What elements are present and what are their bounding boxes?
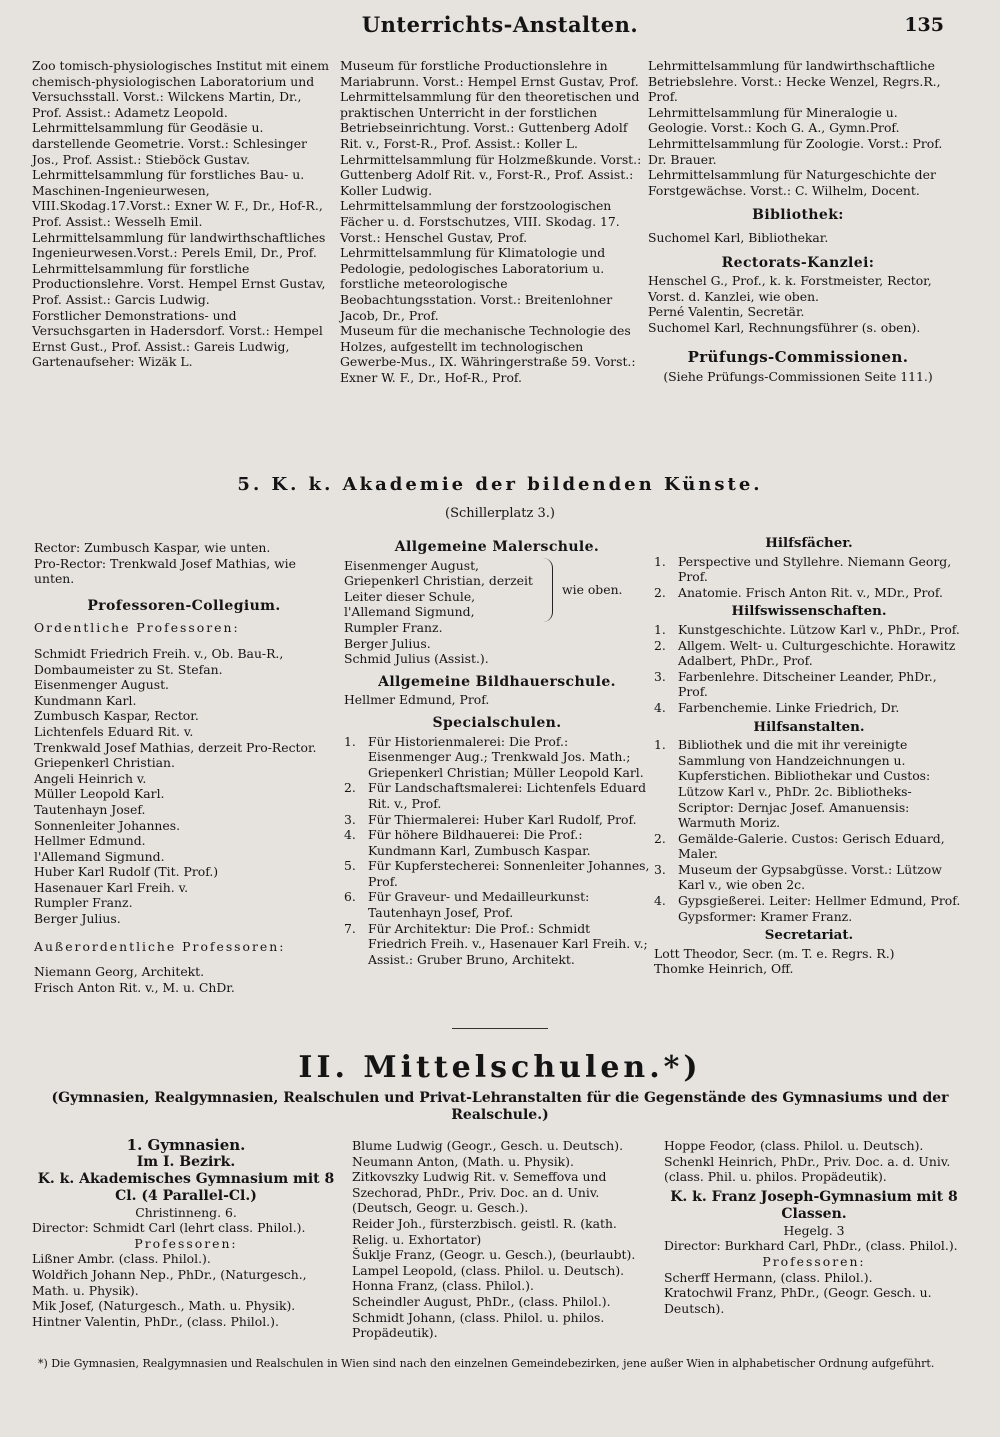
bibliothek-heading: Bibliothek: <box>752 207 844 224</box>
special-item <box>344 889 650 920</box>
item-text: Kunstgeschichte. Lützow Karl v., PhDr., Prof. <box>678 621 960 637</box>
list-item: Mik Josef, (Naturgesch., Math. u. Physik). <box>32 1298 296 1314</box>
item-number: 3. <box>654 861 666 877</box>
professoren-label: Professoren: <box>134 1235 238 1251</box>
section-address: (Schillerplatz 3.) <box>445 506 555 521</box>
brace-label: wie oben. <box>562 581 623 597</box>
item-text: Für Architektur: Die Prof.: Schmidt Friedrich Freih. v., Hasenauer Karl Freih. v.; Assist.: Gruber Bruno, Architekt. <box>368 920 648 967</box>
hilfswiss-item <box>654 700 964 716</box>
school-address: Christinneng. 6. <box>135 1204 237 1220</box>
list-item: Lampel Leopold, (class. Philol. u. Deutsch). <box>352 1262 625 1278</box>
item-text: Allgem. Welt- u. Culturgeschichte. Horawitz Adalbert, PhDr., Prof. <box>678 637 956 669</box>
entry: (Siehe Prüfungs-Commissionen Seite 111.) <box>663 369 933 385</box>
item-number: 7. <box>344 920 356 936</box>
list-item: Sonnenleiter Johannes. <box>34 817 181 833</box>
school-address: Hegelg. 3 <box>783 1222 845 1238</box>
list-item: Berger Julius. <box>34 911 121 927</box>
entry: Lehrmittelsammlung für landwirthschaftliches Ingenieurwesen.Vorst.: Perels Emil, Dr., Prof. <box>32 229 326 261</box>
mittel-column-3 <box>664 1138 964 1316</box>
list-item: l'Allemand Sigmund. <box>34 848 165 864</box>
section-divider <box>452 1028 548 1029</box>
item-text: Für Landschaftsmalerei: Lichtenfels Eduard Rit. v., Prof. <box>368 780 647 811</box>
akademie-column-2 <box>344 536 650 967</box>
item-number: 2. <box>654 584 666 600</box>
item-text: Für höhere Bildhauerei: Die Prof.: Kundmann Karl, Zumbusch Kaspar. <box>368 827 591 858</box>
hilfsanstalt-item <box>654 893 964 924</box>
hilfswiss-item <box>654 638 964 669</box>
hilfswissenschaften-heading: Hilfswissenschaften. <box>731 603 887 620</box>
list-item: Griepenkerl Christian. <box>34 755 175 771</box>
item-number: 6. <box>344 889 356 905</box>
list-item: Schmidt Friedrich Freih. v., Ob. Bau-R., Dombaumeister zu St. Stefan. <box>34 645 284 677</box>
bildhauerschule-heading: Allgemeine Bildhauerschule. <box>378 673 616 690</box>
list-item: Woldřich Johann Nep., PhDr., (Naturgesch., Math. u. Physik). <box>32 1266 307 1298</box>
rectorat-heading: Rectorats-Kanzlei: <box>721 254 875 271</box>
item-number: 1. <box>654 737 666 753</box>
hilfsfach-item <box>654 585 964 601</box>
item-number: 2. <box>654 637 666 653</box>
entry: Lehrmittelsammlung für Zoologie. Vorst.: Prof. Dr. Brauer. <box>648 135 943 167</box>
section-title-akademie: 5. K. k. Akademie der bildenden Künste. <box>237 474 763 495</box>
special-item <box>344 734 650 781</box>
list-item: Rumpler Franz. <box>34 895 133 911</box>
hilfsanstalt-item <box>654 862 964 893</box>
item-text: Gemälde-Galerie. Custos: Gerisch Eduard, Maler. <box>678 830 945 862</box>
list-item: Lott Theodor, Secr. (m. T. e. Regrs. R.) <box>654 945 895 961</box>
footnote: *) Die Gymnasien, Realgymnasien und Realschulen in Wien sind nach den einzelnen Gemeindebezirken, jene außer Wien in alphabetischer Ordnung aufgeführt. <box>38 1357 935 1370</box>
hilfsanstalten-heading: Hilfsanstalten. <box>753 718 865 735</box>
item-text: Für Graveur- und Medailleurkunst: Tautenhayn Josef, Prof. <box>368 889 590 921</box>
item-number: 4. <box>654 699 666 715</box>
mittel-column-2 <box>352 1138 656 1341</box>
list-item: Scherff Hermann, (class. Philol.). <box>664 1269 873 1285</box>
item-text: Farbenchemie. Linke Friedrich, Dr. <box>678 699 900 715</box>
item-number: 3. <box>344 811 356 827</box>
list-item: l'Allemand Sigmund, <box>344 604 475 620</box>
item-number: 1. <box>654 553 666 569</box>
list-item: Lichtenfels Eduard Rit. v. <box>34 723 194 739</box>
brace-names <box>344 558 544 636</box>
item-text: Gypsgießerei. Leiter: Hellmer Edmund, Prof. Gypsformer: Kramer Franz. <box>678 893 961 924</box>
list-item: Neumann Anton, (Math. u. Physik). <box>352 1153 574 1169</box>
list-item: Schmid Julius (Assist.). <box>344 651 489 667</box>
pruefung-heading: Prüfungs-Commissionen. <box>687 347 909 366</box>
mittel-column-1 <box>32 1138 340 1329</box>
special-item <box>344 812 650 828</box>
list-item: Hellmer Edmund. <box>34 833 146 849</box>
item-number: 4. <box>654 893 666 909</box>
entry: Lehrmittelsammlung für landwirthschaftliche Betriebslehre. Vorst.: Hecke Wenzel, Regrs.R., Prof. <box>648 58 941 105</box>
list-item: Thomke Heinrich, Off. <box>654 961 794 977</box>
list-item: Reider Joh., fürsterzbisch. geistl. R. (kath. Relig. u. Exhortator) <box>352 1215 617 1247</box>
list-item: Šuklje Franz, (Geogr. u. Gesch.), (beurlaubt). <box>352 1247 636 1263</box>
curly-brace <box>542 558 553 622</box>
entry: Lehrmittelsammlung für Mineralogie u. Geologie. Vorst.: Koch G. A., Gymn.Prof. <box>648 104 900 136</box>
section-title-mittelschulen: II. Mittelschulen.*) <box>298 1050 702 1085</box>
item-text: Bibliothek und die mit ihr vereinigte Sammlung von Handzeichnungen u. Kupferstichen. Bibliothekar und Custos: Lützow Karl v., PhDr. 2c. Bibliotheks-Scriptor: Dernjac Josef. Amanuensis: Warmuth Moriz. <box>678 737 931 831</box>
rector: Rector: Zumbusch Kaspar, wie unten. <box>34 540 271 555</box>
entry: Perné Valentin, Secretär. <box>648 304 805 320</box>
special-item <box>344 858 650 889</box>
entry: Lehrmittelsammlung für Klimatologie und Pedologie, pedologisches Laboratorium u. forstliche meteorologische Beobachtungsstation. Vorst.: Breitenlohner Jacob, Dr., Prof. <box>340 245 613 323</box>
director: Director: Schmidt Carl (lehrt class. Philol.). <box>32 1220 306 1236</box>
director: Director: Burkhard Carl, PhDr., (class. Philol.). <box>664 1238 958 1254</box>
list-item: Honna Franz, (class. Philol.). <box>352 1278 534 1294</box>
item-text: Farbenlehre. Ditscheiner Leander, PhDr., Prof. <box>678 668 937 700</box>
entry: Lehrmittelsammlung für Naturgeschichte der Forstgewächse. Vorst.: C. Wilhelm, Docent. <box>648 167 936 198</box>
bezirk-heading: Im I. Bezirk. <box>136 1153 236 1170</box>
malerschule-heading: Allgemeine Malerschule. <box>394 539 600 555</box>
list-item: Rumpler Franz. <box>344 619 443 635</box>
section-subtitle-mittelschulen: (Gymnasien, Realgymnasien, Realschulen und Privat-Lehranstalten für die Gegenstände des Gymnasiums und der Realschule.) <box>51 1090 949 1123</box>
ausserordentliche-label: Außerordentliche Professoren: <box>34 938 286 954</box>
school-name: K. k. Franz Joseph-Gymnasium mit 8 Classen. <box>670 1188 958 1222</box>
list-item: Griepenkerl Christian, derzeit Leiter dieser Schule, <box>344 573 533 604</box>
secretariat-heading: Secretariat. <box>764 927 854 944</box>
school-name: K. k. Akademisches Gymnasium mit 8 Cl. (4 Parallel-Cl.) <box>37 1170 335 1204</box>
special-item <box>344 780 650 811</box>
special-item <box>344 921 650 968</box>
top-column-1 <box>32 58 334 370</box>
entry: Museum für forstliche Productionslehre in Mariabrunn. Vorst.: Hempel Ernst Gustav, Prof. <box>340 58 639 89</box>
list-item: Zumbusch Kaspar, Rector. <box>34 708 199 724</box>
item-text: Für Thiermalerei: Huber Karl Rudolf, Prof. <box>368 811 637 827</box>
item-number: 1. <box>654 621 666 637</box>
item-number: 2. <box>654 830 666 846</box>
running-header <box>0 12 1000 44</box>
list-item: Hoppe Feodor, (class. Philol. u. Deutsch). <box>664 1138 924 1153</box>
hilfsanstalt-item <box>654 831 964 862</box>
list-item: Hasenauer Karl Freih. v. <box>34 879 189 895</box>
item-text: Anatomie. Frisch Anton Rit. v., MDr., Prof. <box>678 584 943 600</box>
professoren-label: Professoren: <box>762 1253 866 1269</box>
entry: Lehrmittelsammlung für Geodäsie u. darstellende Geometrie. Vorst.: Schlesinger Jos., Prof. Assist.: Stieböck Gustav. <box>32 120 307 167</box>
entry: Lehrmittelsammlung für forstliche Productionslehre. Vorst. Hempel Ernst Gustav, Prof. Assist.: Garcis Ludwig. <box>32 260 326 307</box>
item-number: 5. <box>344 858 356 874</box>
list-item: Berger Julius. <box>344 635 431 651</box>
list-item: Hellmer Edmund, Prof. <box>344 692 490 708</box>
list-item: Trenkwald Josef Mathias, derzeit Pro-Rector. <box>34 739 317 755</box>
entry: Lehrmittelsammlung der forstzoologischen Fächer u. d. Forstschutzes, VIII. Skodag. 17. Vorst.: Henschel Gustav, Prof. <box>340 198 620 245</box>
specialschulen-heading: Specialschulen. <box>432 714 562 731</box>
hilfsfach-item <box>654 554 964 585</box>
entry: Lehrmittelsammlung für forstliches Bau- u. Maschinen-Ingenieurwesen, VIII.Skodag.17.Vorst.: Exner W. F., Dr., Hof-R., Prof. Assist.: Wesselh Emil. <box>32 167 323 229</box>
ordentliche-label: Ordentliche Professoren: <box>34 620 240 636</box>
item-number: 1. <box>344 733 356 749</box>
special-item <box>344 827 650 858</box>
list-item: Schmidt Johann, (class. Philol. u. philos. Propädeutik). <box>352 1309 605 1341</box>
list-item: Kratochwil Franz, PhDr., (Geogr. Gesch. u. Deutsch). <box>664 1285 932 1316</box>
list-item: Hintner Valentin, PhDr., (class. Philol.). <box>32 1313 279 1329</box>
item-text: Für Historienmalerei: Die Prof.: Eisenmenger Aug.; Trenkwald Jos. Math.; Griepenkerl Christian; Müller Leopold Karl. <box>368 733 644 780</box>
list-item: Schenkl Heinrich, PhDr., Priv. Doc. a. d. Univ. (class. Phil. u. philos. Propädeutik). <box>664 1153 951 1185</box>
entry: Forstlicher Demonstrations- und Versuchsgarten in Hadersdorf. Vorst.: Hempel Ernst Gust., Prof. Assist.: Gareis Ludwig, Gartenaufseher: Wizäk L. <box>32 307 323 370</box>
item-text: Museum der Gypsabgüsse. Vorst.: Lützow Karl v., wie oben 2c. <box>678 861 942 893</box>
item-number: 2. <box>344 780 356 796</box>
list-item: Eisenmenger August. <box>34 677 169 693</box>
item-number: 3. <box>654 668 666 684</box>
list-item: Angeli Heinrich v. <box>34 770 147 786</box>
collegium-heading: Professoren-Collegium. <box>87 597 281 614</box>
top-column-3 <box>648 58 948 385</box>
entry: Suchomel Karl, Rechnungsführer (s. oben). <box>648 319 921 335</box>
entry: Suchomel Karl, Bibliothekar. <box>648 229 829 245</box>
entry: Henschel G., Prof., k. k. Forstmeister, Rector, Vorst. d. Kanzlei, wie oben. <box>648 273 932 304</box>
hilfswiss-item <box>654 669 964 700</box>
top-column-2 <box>340 58 642 385</box>
list-item: Scheindler August, PhDr., (class. Philol.). <box>352 1293 611 1309</box>
list-item: Kundmann Karl. <box>34 692 137 708</box>
hilfswiss-item <box>654 622 964 638</box>
item-text: Für Kupferstecherei: Sonnenleiter Johannes, Prof. <box>368 858 650 889</box>
malerschule-brace-group <box>344 558 650 636</box>
item-number: 4. <box>344 827 356 843</box>
list-item: Blume Ludwig (Geogr., Gesch. u. Deutsch). <box>352 1138 624 1153</box>
list-item: Zitkovszky Ludwig Rit. v. Semeffova und Szechorad, PhDr., Priv. Doc. an d. Univ. (Deutsch, Geogr. u. Gesch.). <box>352 1169 607 1216</box>
hilfsanstalt-item <box>654 737 964 831</box>
list-item: Lißner Ambr. (class. Philol.). <box>32 1251 211 1267</box>
entry: Museum für die mechanische Technologie des Holzes, aufgestellt im technologischen Gewerbe-Mus., IX. Währingerstraße 59. Vorst.: Exner W. F., Dr., Hof-R., Prof. <box>340 323 636 385</box>
entry: Zoo tomisch-physiologisches Institut mit einem chemisch-physiologischen Laboratorium und Versuchsstall. Vorst.: Wilckens Martin, Dr., Prof. Assist.: Adametz Leopold. <box>32 58 330 120</box>
entry: Lehrmittelsammlung für Holzmeßkunde. Vorst.: Guttenberg Adolf Rit. v., Forst-R., Prof. Assist.: Koller Ludwig. <box>340 151 642 198</box>
list-item: Tautenhayn Josef. <box>34 801 146 817</box>
item-text: Perspective und Styllehre. Niemann Georg, Prof. <box>678 553 952 585</box>
list-item: Huber Karl Rudolf (Tit. Prof.) <box>34 864 219 880</box>
hilfsfaecher-heading: Hilfsfächer. <box>765 535 853 551</box>
header-title: Unterrichts-Anstalten. <box>361 12 639 37</box>
akademie-column-1 <box>34 540 334 995</box>
prorector: Pro-Rector: Trenkwald Josef Mathias, wie unten. <box>34 555 296 587</box>
list-item: Eisenmenger August, <box>344 557 479 573</box>
list-item: Müller Leopold Karl. <box>34 786 165 802</box>
page-number: 135 <box>904 14 944 36</box>
list-item: Frisch Anton Rit. v., M. u. ChDr. <box>34 979 235 995</box>
gymnasien-heading: 1. Gymnasien. <box>126 1136 246 1154</box>
akademie-column-3 <box>654 532 964 977</box>
entry: Lehrmittelsammlung für den theoretischen und praktischen Unterricht in der forstlichen Betriebseinrichtung. Vorst.: Guttenberg Adolf Rit. v., Forst-R., Prof. Assist.: Koller L. <box>340 89 640 151</box>
list-item: Niemann Georg, Architekt. <box>34 964 205 980</box>
